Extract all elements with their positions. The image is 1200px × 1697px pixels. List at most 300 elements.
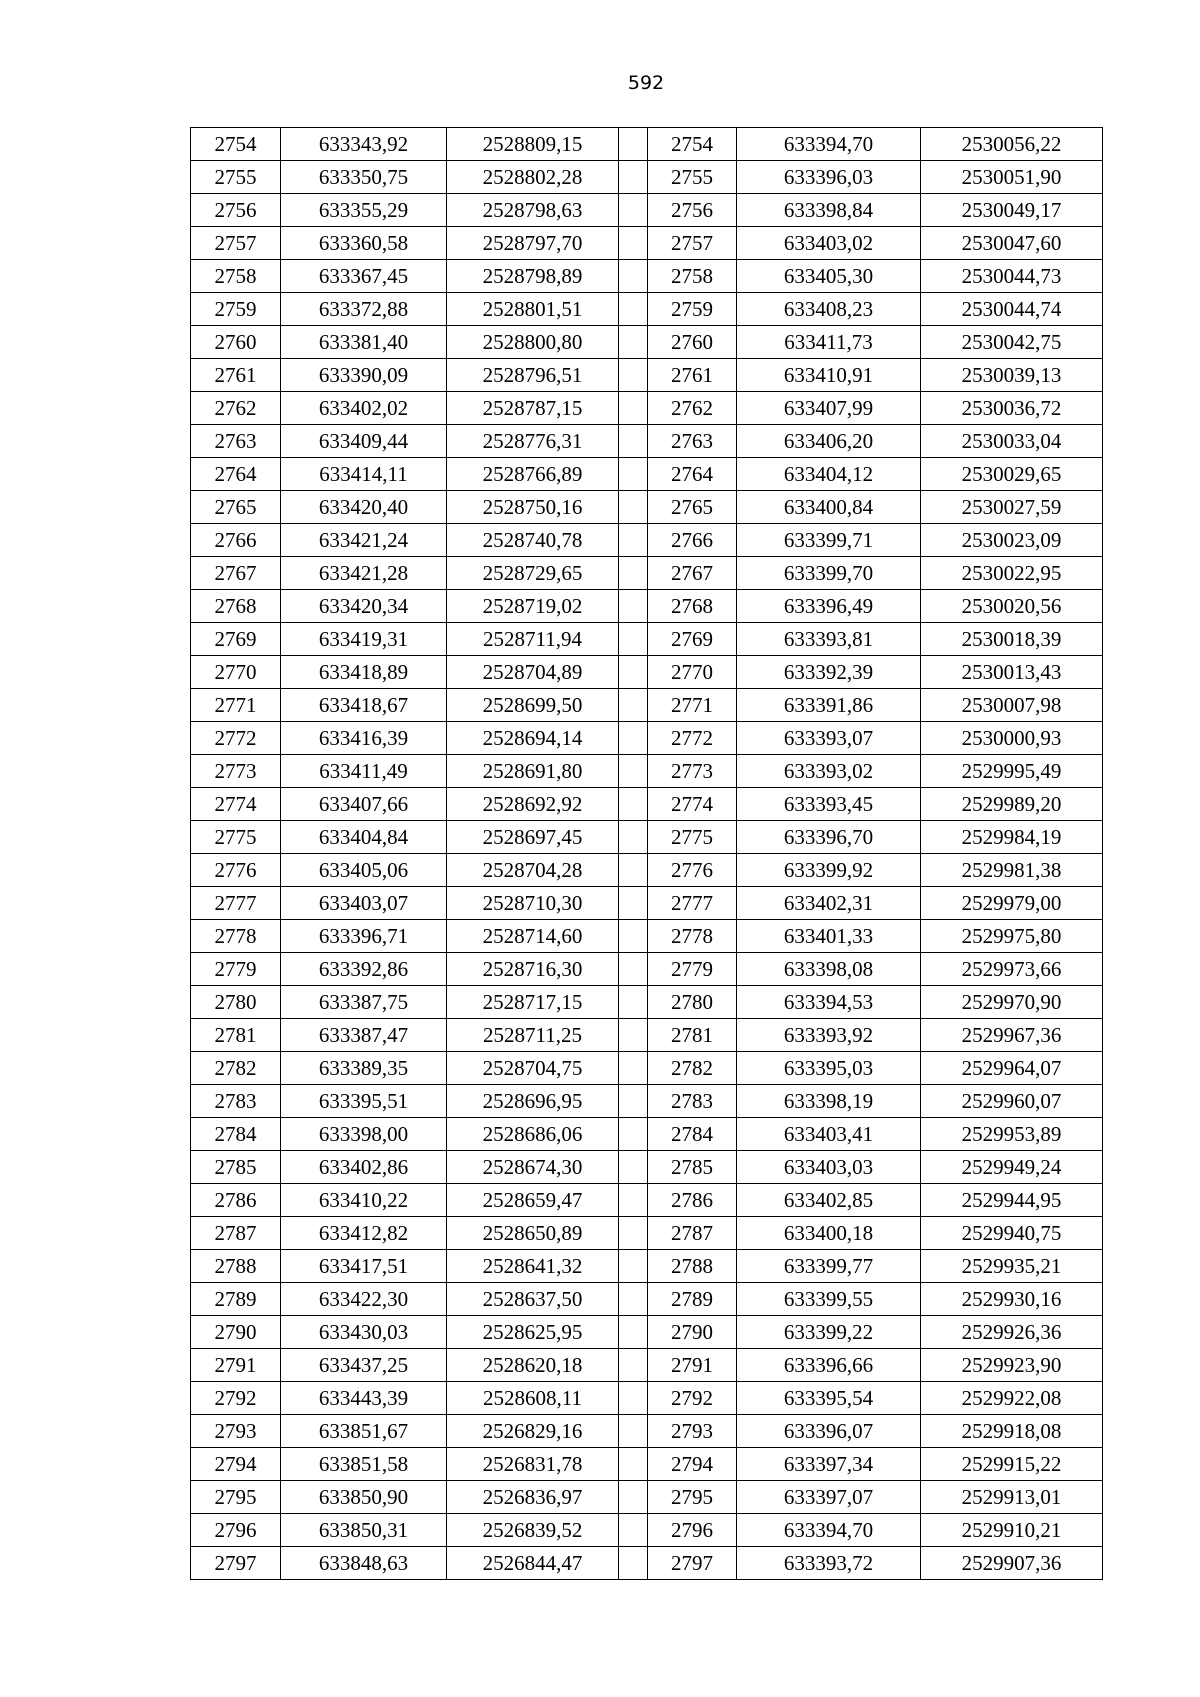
right-y-coordinate: 2530049,17 (921, 194, 1103, 227)
right-y-coordinate: 2529973,66 (921, 953, 1103, 986)
table-row (191, 986, 1103, 1019)
right-y-coordinate: 2529922,08 (921, 1382, 1103, 1415)
right-x-coordinate: 633407,99 (737, 392, 921, 425)
left-y-coordinate: 2526839,52 (447, 1514, 619, 1547)
left-point-number: 2784 (191, 1118, 281, 1151)
right-y-coordinate: 2530018,39 (921, 623, 1103, 656)
left-point-number: 2780 (191, 986, 281, 1019)
right-point-number: 2783 (648, 1085, 737, 1118)
separator-cell (619, 293, 648, 326)
left-x-coordinate: 633372,88 (281, 293, 447, 326)
right-y-coordinate: 2530027,59 (921, 491, 1103, 524)
left-point-number: 2754 (191, 128, 281, 161)
coordinates-table (190, 127, 1103, 1580)
table-row (191, 920, 1103, 953)
right-point-number: 2797 (648, 1547, 737, 1580)
right-point-number: 2754 (648, 128, 737, 161)
right-y-coordinate: 2529913,01 (921, 1481, 1103, 1514)
left-y-coordinate: 2528711,94 (447, 623, 619, 656)
right-x-coordinate: 633394,70 (737, 128, 921, 161)
separator-cell (619, 689, 648, 722)
left-x-coordinate: 633430,03 (281, 1316, 447, 1349)
left-y-coordinate: 2528620,18 (447, 1349, 619, 1382)
separator-cell (619, 425, 648, 458)
left-point-number: 2761 (191, 359, 281, 392)
right-y-coordinate: 2529949,24 (921, 1151, 1103, 1184)
separator-cell (619, 1184, 648, 1217)
table-row (191, 392, 1103, 425)
left-x-coordinate: 633422,30 (281, 1283, 447, 1316)
left-point-number: 2796 (191, 1514, 281, 1547)
right-y-coordinate: 2529907,36 (921, 1547, 1103, 1580)
left-point-number: 2794 (191, 1448, 281, 1481)
left-x-coordinate: 633850,90 (281, 1481, 447, 1514)
separator-cell (619, 920, 648, 953)
left-x-coordinate: 633421,28 (281, 557, 447, 590)
right-x-coordinate: 633393,72 (737, 1547, 921, 1580)
left-point-number: 2790 (191, 1316, 281, 1349)
right-point-number: 2782 (648, 1052, 737, 1085)
left-y-coordinate: 2528686,06 (447, 1118, 619, 1151)
right-x-coordinate: 633395,03 (737, 1052, 921, 1085)
right-y-coordinate: 2530013,43 (921, 656, 1103, 689)
right-point-number: 2784 (648, 1118, 737, 1151)
right-point-number: 2773 (648, 755, 737, 788)
left-point-number: 2763 (191, 425, 281, 458)
left-y-coordinate: 2528766,89 (447, 458, 619, 491)
table-row (191, 293, 1103, 326)
right-x-coordinate: 633401,33 (737, 920, 921, 953)
right-point-number: 2762 (648, 392, 737, 425)
separator-cell (619, 491, 648, 524)
left-point-number: 2768 (191, 590, 281, 623)
table-row (191, 1547, 1103, 1580)
left-x-coordinate: 633416,39 (281, 722, 447, 755)
left-x-coordinate: 633410,22 (281, 1184, 447, 1217)
left-x-coordinate: 633850,31 (281, 1514, 447, 1547)
left-y-coordinate: 2528797,70 (447, 227, 619, 260)
right-y-coordinate: 2529960,07 (921, 1085, 1103, 1118)
left-point-number: 2766 (191, 524, 281, 557)
right-y-coordinate: 2530000,93 (921, 722, 1103, 755)
left-y-coordinate: 2528776,31 (447, 425, 619, 458)
separator-cell (619, 1316, 648, 1349)
right-y-coordinate: 2529964,07 (921, 1052, 1103, 1085)
right-x-coordinate: 633402,31 (737, 887, 921, 920)
left-y-coordinate: 2526831,78 (447, 1448, 619, 1481)
separator-cell (619, 953, 648, 986)
left-y-coordinate: 2528625,95 (447, 1316, 619, 1349)
right-y-coordinate: 2529926,36 (921, 1316, 1103, 1349)
right-point-number: 2789 (648, 1283, 737, 1316)
right-x-coordinate: 633393,45 (737, 788, 921, 821)
left-x-coordinate: 633343,92 (281, 128, 447, 161)
right-point-number: 2781 (648, 1019, 737, 1052)
left-x-coordinate: 633443,39 (281, 1382, 447, 1415)
left-x-coordinate: 633411,49 (281, 755, 447, 788)
left-point-number: 2792 (191, 1382, 281, 1415)
left-y-coordinate: 2526836,97 (447, 1481, 619, 1514)
right-point-number: 2788 (648, 1250, 737, 1283)
table-row (191, 623, 1103, 656)
left-y-coordinate: 2528798,89 (447, 260, 619, 293)
left-y-coordinate: 2528714,60 (447, 920, 619, 953)
left-point-number: 2776 (191, 854, 281, 887)
right-y-coordinate: 2529967,36 (921, 1019, 1103, 1052)
table-row (191, 1118, 1103, 1151)
left-x-coordinate: 633396,71 (281, 920, 447, 953)
right-point-number: 2768 (648, 590, 737, 623)
right-x-coordinate: 633410,91 (737, 359, 921, 392)
separator-cell (619, 1217, 648, 1250)
table-row (191, 1448, 1103, 1481)
right-point-number: 2780 (648, 986, 737, 1019)
right-y-coordinate: 2530033,04 (921, 425, 1103, 458)
left-y-coordinate: 2528696,95 (447, 1085, 619, 1118)
right-y-coordinate: 2529923,90 (921, 1349, 1103, 1382)
right-point-number: 2796 (648, 1514, 737, 1547)
separator-cell (619, 887, 648, 920)
right-point-number: 2759 (648, 293, 737, 326)
right-x-coordinate: 633399,70 (737, 557, 921, 590)
right-y-coordinate: 2530044,74 (921, 293, 1103, 326)
right-point-number: 2767 (648, 557, 737, 590)
left-y-coordinate: 2528750,16 (447, 491, 619, 524)
left-y-coordinate: 2528704,75 (447, 1052, 619, 1085)
right-x-coordinate: 633397,07 (737, 1481, 921, 1514)
right-x-coordinate: 633404,12 (737, 458, 921, 491)
right-y-coordinate: 2530023,09 (921, 524, 1103, 557)
left-y-coordinate: 2528694,14 (447, 722, 619, 755)
right-x-coordinate: 633408,23 (737, 293, 921, 326)
right-point-number: 2769 (648, 623, 737, 656)
right-point-number: 2786 (648, 1184, 737, 1217)
right-x-coordinate: 633406,20 (737, 425, 921, 458)
right-x-coordinate: 633396,66 (737, 1349, 921, 1382)
left-x-coordinate: 633389,35 (281, 1052, 447, 1085)
left-y-coordinate: 2528719,02 (447, 590, 619, 623)
table-row (191, 590, 1103, 623)
right-y-coordinate: 2529915,22 (921, 1448, 1103, 1481)
right-y-coordinate: 2529940,75 (921, 1217, 1103, 1250)
table-row (191, 1283, 1103, 1316)
separator-cell (619, 755, 648, 788)
separator-cell (619, 1151, 648, 1184)
left-y-coordinate: 2528711,25 (447, 1019, 619, 1052)
right-point-number: 2760 (648, 326, 737, 359)
separator-cell (619, 1283, 648, 1316)
left-y-coordinate: 2528650,89 (447, 1217, 619, 1250)
table-row (191, 821, 1103, 854)
left-point-number: 2773 (191, 755, 281, 788)
left-y-coordinate: 2526844,47 (447, 1547, 619, 1580)
right-point-number: 2795 (648, 1481, 737, 1514)
left-x-coordinate: 633420,34 (281, 590, 447, 623)
left-point-number: 2775 (191, 821, 281, 854)
right-point-number: 2765 (648, 491, 737, 524)
left-point-number: 2781 (191, 1019, 281, 1052)
table-row (191, 1316, 1103, 1349)
table-row (191, 788, 1103, 821)
separator-cell (619, 326, 648, 359)
separator-cell (619, 359, 648, 392)
left-x-coordinate: 633421,24 (281, 524, 447, 557)
right-x-coordinate: 633411,73 (737, 326, 921, 359)
left-y-coordinate: 2528717,15 (447, 986, 619, 1019)
table-row (191, 1085, 1103, 1118)
right-y-coordinate: 2529910,21 (921, 1514, 1103, 1547)
left-x-coordinate: 633407,66 (281, 788, 447, 821)
left-point-number: 2789 (191, 1283, 281, 1316)
table-row (191, 755, 1103, 788)
table-row (191, 854, 1103, 887)
left-point-number: 2782 (191, 1052, 281, 1085)
right-point-number: 2771 (648, 689, 737, 722)
right-y-coordinate: 2529970,90 (921, 986, 1103, 1019)
right-y-coordinate: 2529953,89 (921, 1118, 1103, 1151)
right-y-coordinate: 2530056,22 (921, 128, 1103, 161)
separator-cell (619, 1481, 648, 1514)
separator-cell (619, 557, 648, 590)
right-x-coordinate: 633403,02 (737, 227, 921, 260)
left-x-coordinate: 633418,67 (281, 689, 447, 722)
left-y-coordinate: 2528691,80 (447, 755, 619, 788)
table-row (191, 1217, 1103, 1250)
right-point-number: 2772 (648, 722, 737, 755)
right-x-coordinate: 633393,92 (737, 1019, 921, 1052)
left-point-number: 2785 (191, 1151, 281, 1184)
separator-cell (619, 656, 648, 689)
right-y-coordinate: 2529979,00 (921, 887, 1103, 920)
separator-cell (619, 227, 648, 260)
table-row (191, 458, 1103, 491)
right-x-coordinate: 633395,54 (737, 1382, 921, 1415)
right-x-coordinate: 633399,92 (737, 854, 921, 887)
table-row (191, 953, 1103, 986)
right-x-coordinate: 633400,84 (737, 491, 921, 524)
right-y-coordinate: 2529975,80 (921, 920, 1103, 953)
right-point-number: 2757 (648, 227, 737, 260)
right-x-coordinate: 633393,02 (737, 755, 921, 788)
right-y-coordinate: 2529981,38 (921, 854, 1103, 887)
left-y-coordinate: 2528692,92 (447, 788, 619, 821)
left-y-coordinate: 2528740,78 (447, 524, 619, 557)
left-point-number: 2757 (191, 227, 281, 260)
left-point-number: 2795 (191, 1481, 281, 1514)
separator-cell (619, 788, 648, 821)
left-point-number: 2771 (191, 689, 281, 722)
left-point-number: 2797 (191, 1547, 281, 1580)
right-x-coordinate: 633394,70 (737, 1514, 921, 1547)
right-x-coordinate: 633391,86 (737, 689, 921, 722)
right-y-coordinate: 2529989,20 (921, 788, 1103, 821)
table-row (191, 656, 1103, 689)
left-y-coordinate: 2528637,50 (447, 1283, 619, 1316)
right-point-number: 2764 (648, 458, 737, 491)
separator-cell (619, 194, 648, 227)
left-x-coordinate: 633360,58 (281, 227, 447, 260)
separator-cell (619, 722, 648, 755)
right-point-number: 2770 (648, 656, 737, 689)
right-y-coordinate: 2530020,56 (921, 590, 1103, 623)
right-x-coordinate: 633393,07 (737, 722, 921, 755)
table-row (191, 1514, 1103, 1547)
right-x-coordinate: 633399,55 (737, 1283, 921, 1316)
left-x-coordinate: 633851,58 (281, 1448, 447, 1481)
right-x-coordinate: 633394,53 (737, 986, 921, 1019)
separator-cell (619, 1448, 648, 1481)
table-row (191, 1250, 1103, 1283)
right-y-coordinate: 2529944,95 (921, 1184, 1103, 1217)
right-x-coordinate: 633397,34 (737, 1448, 921, 1481)
left-point-number: 2783 (191, 1085, 281, 1118)
right-x-coordinate: 633399,22 (737, 1316, 921, 1349)
right-point-number: 2793 (648, 1415, 737, 1448)
right-point-number: 2791 (648, 1349, 737, 1382)
table-row (191, 359, 1103, 392)
right-x-coordinate: 633396,03 (737, 161, 921, 194)
separator-cell (619, 854, 648, 887)
separator-cell (619, 1349, 648, 1382)
left-x-coordinate: 633367,45 (281, 260, 447, 293)
right-x-coordinate: 633402,85 (737, 1184, 921, 1217)
left-x-coordinate: 633417,51 (281, 1250, 447, 1283)
left-x-coordinate: 633381,40 (281, 326, 447, 359)
separator-cell (619, 1019, 648, 1052)
left-y-coordinate: 2528697,45 (447, 821, 619, 854)
right-point-number: 2792 (648, 1382, 737, 1415)
left-y-coordinate: 2528787,15 (447, 392, 619, 425)
left-y-coordinate: 2528641,32 (447, 1250, 619, 1283)
table-row (191, 491, 1103, 524)
table-row (191, 161, 1103, 194)
right-y-coordinate: 2530039,13 (921, 359, 1103, 392)
table-row (191, 194, 1103, 227)
right-x-coordinate: 633399,71 (737, 524, 921, 557)
left-y-coordinate: 2528796,51 (447, 359, 619, 392)
right-x-coordinate: 633403,03 (737, 1151, 921, 1184)
separator-cell (619, 1118, 648, 1151)
left-y-coordinate: 2528710,30 (447, 887, 619, 920)
page-number: 592 (627, 72, 665, 94)
table-row (191, 260, 1103, 293)
left-y-coordinate: 2528608,11 (447, 1382, 619, 1415)
separator-cell (619, 1085, 648, 1118)
table-row (191, 689, 1103, 722)
left-point-number: 2787 (191, 1217, 281, 1250)
right-point-number: 2785 (648, 1151, 737, 1184)
left-x-coordinate: 633390,09 (281, 359, 447, 392)
right-point-number: 2779 (648, 953, 737, 986)
left-x-coordinate: 633387,75 (281, 986, 447, 1019)
right-point-number: 2790 (648, 1316, 737, 1349)
table-row (191, 557, 1103, 590)
right-y-coordinate: 2529984,19 (921, 821, 1103, 854)
table-row (191, 1151, 1103, 1184)
table-row (191, 1481, 1103, 1514)
left-x-coordinate: 633418,89 (281, 656, 447, 689)
left-point-number: 2770 (191, 656, 281, 689)
separator-cell (619, 1382, 648, 1415)
separator-cell (619, 260, 648, 293)
right-x-coordinate: 633405,30 (737, 260, 921, 293)
left-y-coordinate: 2528674,30 (447, 1151, 619, 1184)
left-x-coordinate: 633350,75 (281, 161, 447, 194)
left-x-coordinate: 633420,40 (281, 491, 447, 524)
right-x-coordinate: 633398,84 (737, 194, 921, 227)
right-y-coordinate: 2530029,65 (921, 458, 1103, 491)
right-y-coordinate: 2530042,75 (921, 326, 1103, 359)
left-x-coordinate: 633392,86 (281, 953, 447, 986)
separator-cell (619, 1514, 648, 1547)
left-y-coordinate: 2526829,16 (447, 1415, 619, 1448)
left-x-coordinate: 633848,63 (281, 1547, 447, 1580)
right-x-coordinate: 633403,41 (737, 1118, 921, 1151)
table-row (191, 425, 1103, 458)
right-point-number: 2777 (648, 887, 737, 920)
separator-cell (619, 1547, 648, 1580)
table-row (191, 1382, 1103, 1415)
right-x-coordinate: 633399,77 (737, 1250, 921, 1283)
left-point-number: 2777 (191, 887, 281, 920)
separator-cell (619, 1052, 648, 1085)
left-x-coordinate: 633414,11 (281, 458, 447, 491)
left-point-number: 2791 (191, 1349, 281, 1382)
left-x-coordinate: 633437,25 (281, 1349, 447, 1382)
right-point-number: 2755 (648, 161, 737, 194)
left-y-coordinate: 2528801,51 (447, 293, 619, 326)
left-point-number: 2788 (191, 1250, 281, 1283)
right-point-number: 2774 (648, 788, 737, 821)
left-y-coordinate: 2528716,30 (447, 953, 619, 986)
left-y-coordinate: 2528659,47 (447, 1184, 619, 1217)
left-point-number: 2778 (191, 920, 281, 953)
table-row (191, 1052, 1103, 1085)
left-point-number: 2786 (191, 1184, 281, 1217)
right-x-coordinate: 633398,08 (737, 953, 921, 986)
left-x-coordinate: 633412,82 (281, 1217, 447, 1250)
right-y-coordinate: 2529935,21 (921, 1250, 1103, 1283)
right-point-number: 2787 (648, 1217, 737, 1250)
coordinates-table-body (191, 128, 1103, 1580)
table-row (191, 887, 1103, 920)
left-x-coordinate: 633402,02 (281, 392, 447, 425)
left-point-number: 2779 (191, 953, 281, 986)
right-point-number: 2778 (648, 920, 737, 953)
left-y-coordinate: 2528798,63 (447, 194, 619, 227)
left-x-coordinate: 633403,07 (281, 887, 447, 920)
separator-cell (619, 161, 648, 194)
left-point-number: 2762 (191, 392, 281, 425)
left-point-number: 2756 (191, 194, 281, 227)
separator-cell (619, 986, 648, 1019)
right-point-number: 2794 (648, 1448, 737, 1481)
table-row (191, 1415, 1103, 1448)
separator-cell (619, 623, 648, 656)
separator-cell (619, 821, 648, 854)
right-y-coordinate: 2530047,60 (921, 227, 1103, 260)
table-row (191, 1184, 1103, 1217)
right-point-number: 2763 (648, 425, 737, 458)
right-point-number: 2766 (648, 524, 737, 557)
separator-cell (619, 1415, 648, 1448)
left-x-coordinate: 633398,00 (281, 1118, 447, 1151)
left-point-number: 2767 (191, 557, 281, 590)
separator-cell (619, 458, 648, 491)
right-point-number: 2758 (648, 260, 737, 293)
right-point-number: 2775 (648, 821, 737, 854)
right-x-coordinate: 633396,49 (737, 590, 921, 623)
